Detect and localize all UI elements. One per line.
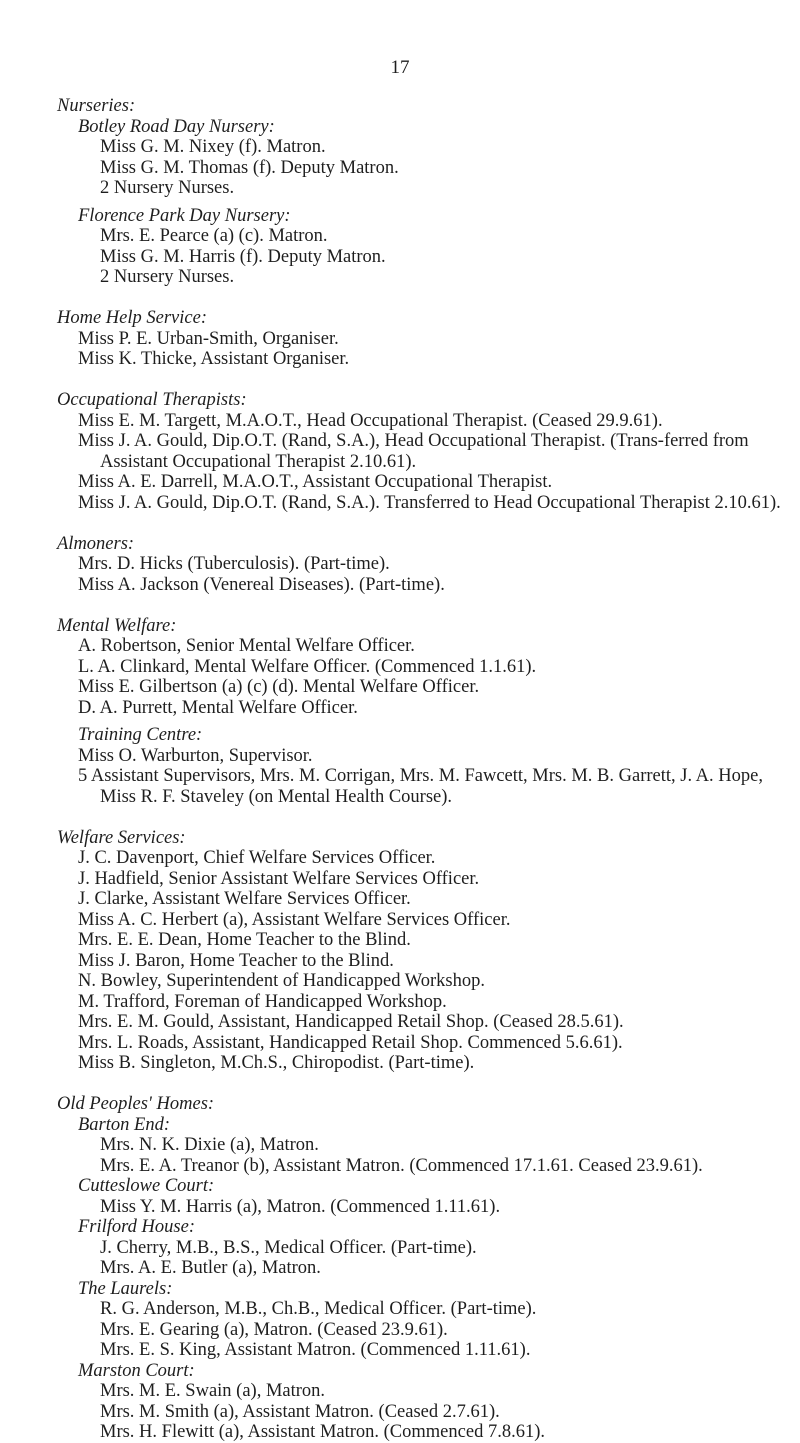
staff-entry: Miss J. Baron, Home Teacher to the Blind. <box>78 950 394 971</box>
staff-entry: D. A. Purrett, Mental Welfare Officer. <box>78 697 358 718</box>
subsection-heading: Barton End: <box>78 1114 170 1135</box>
staff-entry: Mrs. E. S. King, Assistant Matron. (Commenced 1.11.61). <box>100 1340 531 1360</box>
staff-entry: Mrs. A. E. Butler (a), Matron. <box>100 1258 321 1278</box>
section-almoners <box>57 534 787 596</box>
staff-entry: Mrs. E. A. Treanor (b), Assistant Matron. (Commenced 17.1.61. Ceased 23.9.61). <box>100 1155 703 1176</box>
subsection-heading: Marston Court: <box>78 1360 195 1381</box>
staff-entry: A. Robertson, Senior Mental Welfare Officer. <box>78 636 415 656</box>
staff-entry: Miss A. C. Herbert (a), Assistant Welfare Services Officer. <box>78 909 511 930</box>
section-mental-welfare <box>57 616 787 808</box>
staff-entry: Miss K. Thicke, Assistant Organiser. <box>78 349 350 369</box>
staff-entry: Miss P. E. Urban-Smith, Organiser. <box>78 328 339 349</box>
staff-entry: R. G. Anderson, M.B., Ch.B., Medical Officer. (Part-time). <box>100 1299 537 1319</box>
section-nurseries <box>57 96 787 288</box>
staff-entry: Miss B. Singleton, M.Ch.S., Chiropodist. (Part-time). <box>78 1053 475 1073</box>
section-heading: Old Peoples' Homes: <box>57 1094 215 1114</box>
staff-entry: Mrs. L. Roads, Assistant, Handicapped Retail Shop. Commenced 5.6.61). <box>78 1032 623 1053</box>
staff-entry: Miss A. E. Darrell, M.A.O.T., Assistant Occupational Therapist. <box>78 472 553 492</box>
section-heading: Mental Welfare: <box>57 615 177 636</box>
staff-entry: 2 Nursery Nurses. <box>100 267 235 287</box>
staff-entry: Mrs. D. Hicks (Tuberculosis). (Part-time). <box>78 554 390 574</box>
staff-entry: Miss E. M. Targett, M.A.O.T., Head Occupational Therapist. (Ceased 29.9.61). <box>78 410 663 431</box>
staff-entry: Mrs. E. Gearing (a), Matron. (Ceased 23.9.61). <box>100 1319 448 1340</box>
staff-entry: 2 Nursery Nurses. <box>100 178 235 198</box>
staff-entry: Miss E. Gilbertson (a) (c) (d). Mental Welfare Officer. <box>78 677 480 697</box>
subsection-heading: The Laurels: <box>78 1278 173 1299</box>
staff-entry: J. C. Davenport, Chief Welfare Services Officer. <box>78 848 436 868</box>
staff-entry: Miss J. A. Gould, Dip.O.T. (Rand, S.A.), Head Occupational Therapist. (Trans-ferred from Assistant Occupational Therapist 2.10.61). <box>78 431 749 472</box>
section-home-help <box>57 308 787 370</box>
subsection-heading: Cutteslowe Court: <box>78 1176 215 1196</box>
section-occupational-therapists <box>57 390 787 513</box>
subsection-heading: Florence Park Day Nursery: <box>78 205 291 226</box>
staff-entry: J. Hadfield, Senior Assistant Welfare Services Officer. <box>78 868 480 889</box>
subsection-heading: Training Centre: <box>78 725 203 745</box>
section-heading: Almoners: <box>57 533 135 554</box>
staff-entry: Miss A. Jackson (Venereal Diseases). (Part-time). <box>78 574 445 595</box>
staff-entry: Miss Y. M. Harris (a), Matron. (Commenced 1.11.61). <box>100 1196 501 1217</box>
section-old-peoples-homes <box>57 1094 787 1443</box>
staff-entry: Miss J. A. Gould, Dip.O.T. (Rand, S.A.). Transferred to Head Occupational Therapist 2.10.61). <box>78 492 781 513</box>
staff-entry: Miss G. M. Thomas (f). Deputy Matron. <box>100 157 399 178</box>
staff-entry: 5 Assistant Supervisors, Mrs. M. Corrigan, Mrs. M. Fawcett, Mrs. M. B. Garrett, J. A. Hope, Miss R. F. Staveley (on Mental Health Course). <box>78 766 763 807</box>
staff-entry: Mrs. M. E. Swain (a), Matron. <box>100 1381 326 1401</box>
staff-entry: M. Trafford, Foreman of Handicapped Workshop. <box>78 991 447 1012</box>
subsection-heading: Frilford House: <box>78 1217 195 1237</box>
section-heading: Welfare Services: <box>57 827 186 848</box>
staff-entry: J. Cherry, M.B., B.S., Medical Officer. (Part-time). <box>100 1237 477 1258</box>
staff-entry: Mrs. N. K. Dixie (a), Matron. <box>100 1135 319 1155</box>
staff-entry: Miss O. Warburton, Supervisor. <box>78 745 313 766</box>
staff-entry: Miss G. M. Harris (f). Deputy Matron. <box>100 246 386 267</box>
section-heading: Nurseries: <box>57 96 136 116</box>
staff-entry: Mrs. E. E. Dean, Home Teacher to the Blind. <box>78 930 411 950</box>
staff-entry: Mrs. E. Pearce (a) (c). Matron. <box>100 226 328 246</box>
staff-entry: L. A. Clinkard, Mental Welfare Officer. (Commenced 1.1.61). <box>78 656 537 677</box>
section-welfare-services <box>57 828 787 1074</box>
staff-entry: Mrs. M. Smith (a), Assistant Matron. (Ceased 2.7.61). <box>100 1401 500 1422</box>
page-number: 17 <box>390 57 410 78</box>
staff-list <box>57 96 787 1443</box>
staff-entry: J. Clarke, Assistant Welfare Services Officer. <box>78 889 411 909</box>
staff-entry: Mrs. E. M. Gould, Assistant, Handicapped Retail Shop. (Ceased 28.5.61). <box>78 1012 624 1032</box>
subsection-heading: Botley Road Day Nursery: <box>78 116 275 137</box>
staff-entry: N. Bowley, Superintendent of Handicapped Workshop. <box>78 971 485 991</box>
staff-entry: Miss G. M. Nixey (f). Matron. <box>100 137 326 157</box>
section-heading: Occupational Therapists: <box>57 390 247 410</box>
section-heading: Home Help Service: <box>57 308 207 328</box>
staff-entry: Mrs. H. Flewitt (a), Assistant Matron. (Commenced 7.8.61). <box>100 1422 545 1442</box>
